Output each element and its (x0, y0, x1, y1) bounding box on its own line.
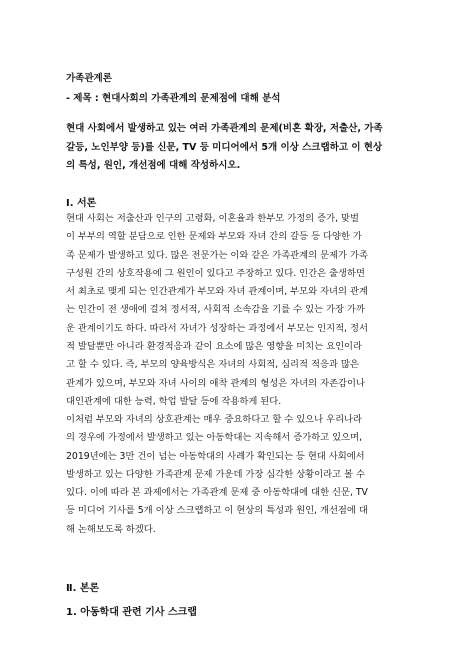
intro-paragraph-2 (66, 411, 412, 539)
paragraph-line: 고 할 수 있다. 즉, 부모의 양육방식은 자녀의 사회적, 심리적 적응과 많은 (66, 359, 359, 371)
paragraph-line: 의 경우에 가정에서 발생하고 있는 아동학대는 지속해서 증가하고 있으며, (66, 432, 363, 444)
task-line: 의 특성, 원인, 개선점에 대해 작성하시오. (66, 160, 241, 171)
paragraph-line: 족 문제가 발생하고 있다. 많은 전문가는 이와 같은 가족관계의 문제가 가족 (66, 249, 368, 261)
paragraph-line: 서 최초로 맺게 되는 인간관계가 부모와 자녀 관계이며, 부모와 자녀의 관계 (66, 286, 368, 298)
subsection-heading: 1. 아동학대 관련 기사 스크랩 (66, 607, 197, 618)
paragraph-line: 적 발달뿐만 아니라 환경적응과 같이 요소에 많은 영향을 미치는 요인이라 (66, 341, 363, 353)
paragraph-line: 는 인간이 전 생애에 걸쳐 정서적, 사회적 소속감을 기를 수 있는 가장 가까 (66, 304, 365, 316)
paragraph-line: 있다. 이에 따라 본 과제에서는 가족관계 문제 중 아동학대에 대한 신문, TV (66, 487, 368, 499)
paragraph-line: 이처럼 부모와 자녀의 상호관계는 매우 중요하다고 할 수 있으나 우리나라 (66, 414, 363, 425)
task-line: 현대 사회에서 발생하고 있는 여러 가족관계의 문제(비혼 확장, 저출산, 가족 (66, 123, 383, 134)
paragraph-line: 현대 사회는 저출산과 인구의 고령화, 이혼율과 한부모 가정의 증가, 맞벌 (66, 213, 359, 224)
paragraph-line: 이 부부의 역할 분담으로 인한 문제와 부모와 자녀 간의 갈등 등 다양한 가 (66, 231, 362, 243)
paragraph-line: 등 미디어 기사를 5개 이상 스크랩하고 이 현상의 특성과 원인, 개선점에 대 (66, 505, 368, 517)
paragraph-line: 해 논해보도록 하겠다. (66, 523, 156, 535)
paragraph-line: 대인관계에 대한 능력, 학업 발달 등에 작용하게 된다. (66, 395, 282, 407)
intro-paragraph-1 (66, 210, 412, 411)
topic-line: - 제목 : 현대사회의 가족관계의 문제점에 대해 분석 (66, 93, 281, 104)
task-line: 갈등, 노인부양 등)를 신문, TV 등 미디어에서 5개 이상 스크랩하고 이 현상 (66, 141, 383, 153)
section-heading-intro: Ⅰ. 서론 (66, 198, 97, 209)
paragraph-line: 관계가 있으며, 부모와 자녀 사이의 애착 관계의 형성은 자녀의 자존감이나 (66, 377, 365, 389)
task-description (66, 120, 416, 176)
paragraph-line: 발생하고 있는 다양한 가족관계 문제 가운데 가장 심각한 상황이라고 볼 수 (66, 468, 365, 480)
paragraph-line: 운 관계이기도 하다. 따라서 자녀가 성장하는 과정에서 부모는 인지적, 정서 (66, 322, 368, 334)
paragraph-line: 2019년에는 3만 건이 넘는 아동학대의 사례가 확인되는 등 현대 사회에서 (66, 450, 365, 462)
paragraph-line: 구성원 간의 상호작용에 그 원인이 있다고 주장하고 있다. 인간은 출생하면 (66, 267, 365, 279)
section-heading-body: Ⅱ. 본론 (66, 583, 100, 594)
course-title: 가족관계론 (66, 73, 112, 84)
